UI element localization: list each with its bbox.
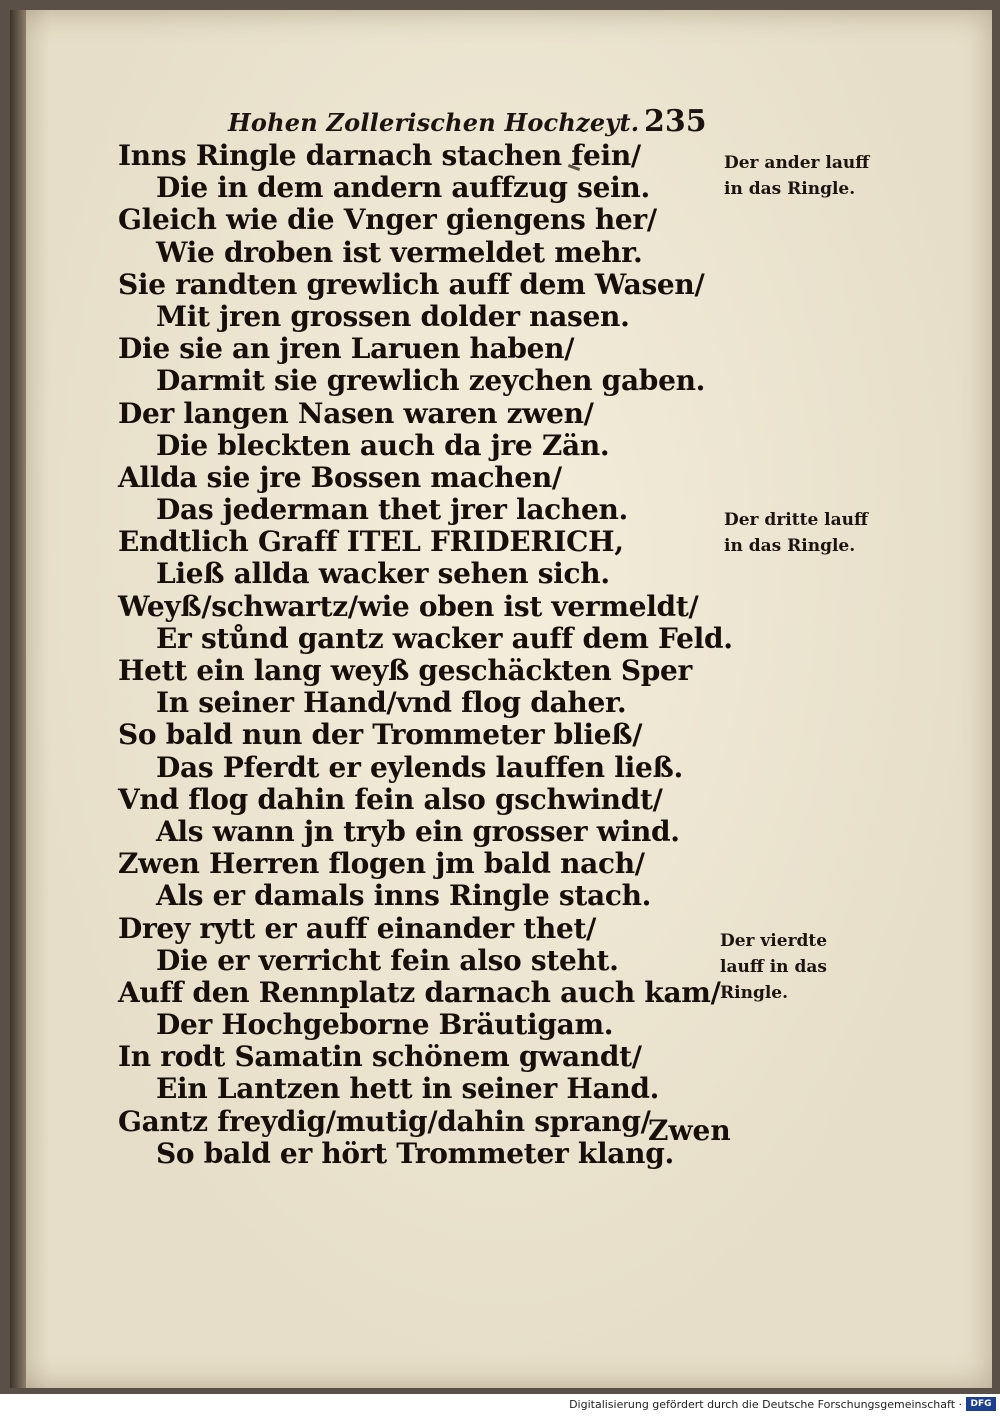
- marginal-note: [724, 150, 884, 202]
- verse-line: Hett ein lang weyß geschäckten Sper: [118, 654, 692, 687]
- verse-text: [118, 139, 733, 1170]
- verse-line: Mit jren grossen dolder nasen.: [156, 299, 630, 333]
- verse-line: Drey rytt er auff einander thet/: [118, 911, 597, 945]
- marginal-note-line: in das Ringle.: [724, 179, 856, 199]
- marginal-note: [720, 928, 880, 1006]
- marginal-note-line: Ringle.: [720, 983, 789, 1003]
- verse-line: Weyß/schwartz/wie oben ist vermeldt/: [118, 589, 699, 623]
- catchword: Zwen: [648, 1114, 731, 1147]
- verse-line: Der Hochgeborne Bräutigam.: [156, 1008, 614, 1042]
- verse-line: So bald er hört Trommeter klang.: [156, 1136, 674, 1170]
- verse-line: Ein Lantzen hett in seiner Hand.: [156, 1072, 660, 1106]
- verse-line: Als wann jn tryb ein grosser wind.: [156, 814, 680, 848]
- marginal-note-line: Der dritte lauff: [724, 510, 868, 530]
- verse-line: Auff den Rennplatz darnach auch kam/: [118, 975, 721, 1009]
- marginal-note-line: in das Ringle.: [724, 536, 856, 556]
- book-gutter: [10, 10, 26, 1388]
- verse-line: Vnd flog dahin fein also gschwindt/: [118, 782, 663, 816]
- marginal-note: [724, 507, 884, 559]
- verse-line: Sie randten grewlich auff dem Wasen/: [118, 267, 705, 301]
- marginal-note-line: lauff in das: [720, 957, 827, 977]
- verse-line: Gleich wie die Vnger giengens her/: [118, 203, 657, 237]
- marginal-note-line: Der ander lauff: [724, 153, 870, 173]
- verse-line: Das jederman thet jrer lachen.: [156, 493, 628, 527]
- verse-line: Die sie an jren Laruen haben/: [118, 332, 575, 366]
- funding-credit: Digitalisierung gefördert durch die Deutsche Forschungsgemeinschaft ·: [569, 1398, 962, 1411]
- verse-line: Er stůnd gantz wacker auff dem Feld.: [156, 621, 733, 655]
- verse-line: Endtlich Graff ITEL FRIDERICH,: [118, 525, 624, 559]
- dfg-logo: DFG: [966, 1397, 996, 1411]
- verse-line: Allda sie jre Bossen machen/: [118, 460, 562, 494]
- verse-line: Zwen Herren flogen jm bald nach/: [118, 847, 645, 881]
- verse-line: Der langen Nasen waren zwen/: [118, 396, 594, 430]
- verse-line: Ließ allda wacker sehen sich.: [156, 557, 610, 591]
- verse-line: So bald nun der Trommeter bließ/: [118, 718, 643, 752]
- verse-line: Gantz freydig/mutig/dahin sprang/: [118, 1104, 651, 1138]
- verse-line: Das Pferdt er eylends lauffen ließ.: [156, 750, 683, 784]
- marginal-note-line: Der vierdte: [720, 931, 828, 951]
- verse-line: In seiner Hand/vnd flog daher.: [156, 686, 627, 720]
- verse-line: Die bleckten auch da jre Zän.: [156, 428, 610, 462]
- verse-line: Wie droben ist vermeldet mehr.: [156, 235, 643, 269]
- verse-line: Als er damals inns Ringle stach.: [156, 879, 652, 913]
- verse-line: Inns Ringle darnach stachen fein/: [118, 139, 641, 172]
- verse-line: In rodt Samatin schönem gwandt/: [118, 1040, 642, 1074]
- running-title: Hohen Zollerischen Hochzeyt.: [228, 108, 640, 137]
- verse-line: Die er verricht fein also steht.: [156, 943, 619, 977]
- page-number: 235: [644, 104, 707, 139]
- verse-line: Darmit sie grewlich zeychen gaben.: [156, 364, 706, 398]
- verse-line: Die in dem andern auffzug sein.: [156, 171, 650, 205]
- footer-bar: [0, 1394, 1000, 1416]
